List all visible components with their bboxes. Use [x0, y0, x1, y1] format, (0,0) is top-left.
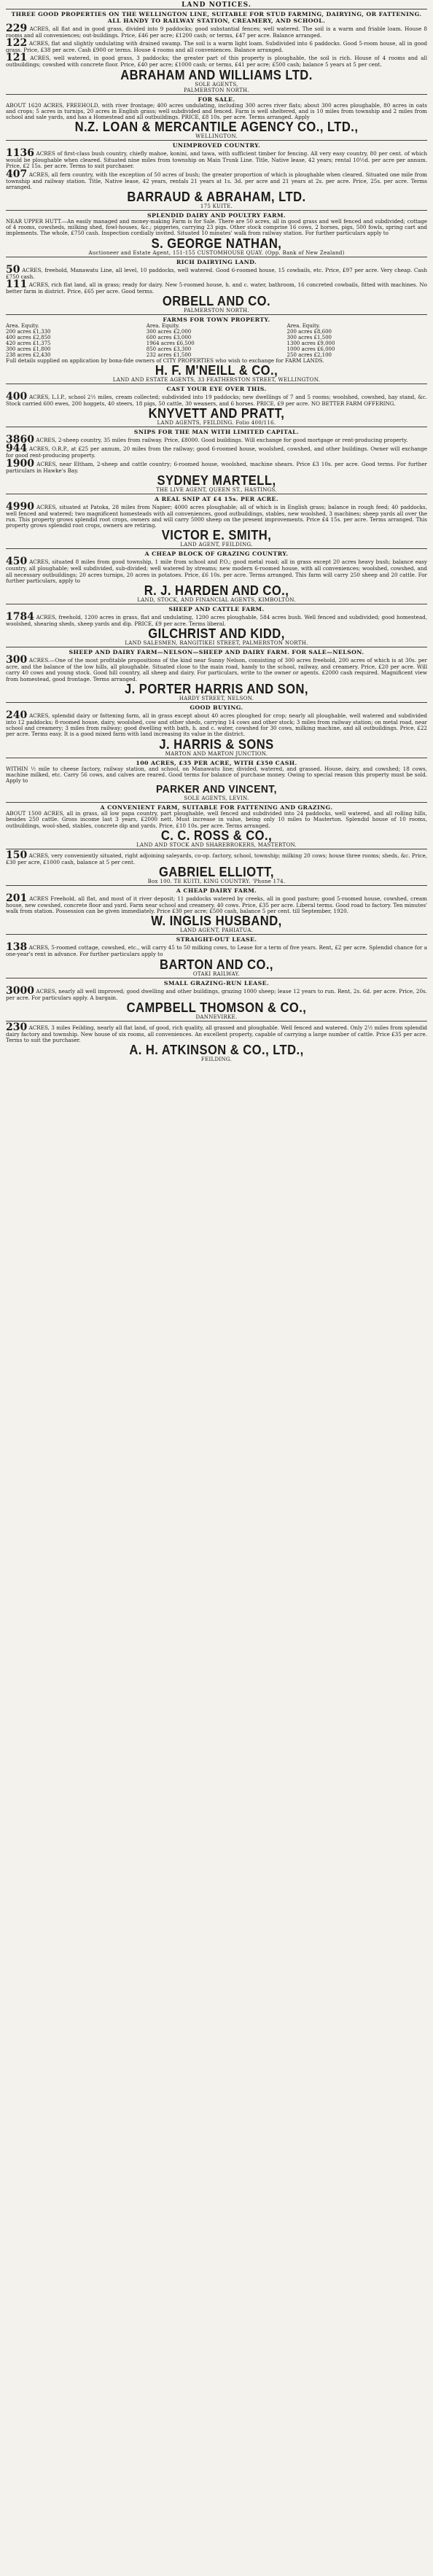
farm-equity-cell: 1000 acres £6,000: [286, 346, 335, 353]
agent-name: C. C. ROSS & CO.,: [160, 828, 273, 843]
acreage-figure: 201: [6, 892, 28, 904]
ad-paragraph: [6, 219, 427, 237]
farm-equity-column: [6, 323, 146, 358]
acreage-figure: 50: [6, 263, 20, 276]
agent-address: DANNEVIRKE.: [195, 1013, 238, 1020]
ad-paragraph: [6, 612, 427, 627]
acreage-figure: 230: [6, 1021, 28, 1033]
ad-heading: FARMS FOR TOWN PROPERTY.: [163, 316, 270, 324]
agent-name: A. H. ATKINSON & CO., LTD.,: [129, 1043, 304, 1058]
ad-paragraph: [6, 502, 427, 529]
agent-address: LAND AND STOCK AND SHAREBROKERS, MASTERTON.: [136, 841, 297, 848]
land-advertisement: [6, 548, 427, 604]
farm-equity-table: [6, 323, 427, 358]
acreage-figure: 1136: [6, 147, 34, 160]
ad-heading: SHEEP AND CATTLE FARM.: [168, 606, 265, 613]
agent-address: LAND SALESMEN, RANGITIKEI STREET, PALMERSTON NORTH.: [125, 640, 308, 647]
farm-equity-cell: 1300 acres £9,000: [286, 341, 335, 347]
agent-name: H. F. M'NEILL & CO.,: [155, 363, 278, 378]
ad-paragraph: [6, 444, 427, 459]
land-advertisement: [6, 702, 427, 758]
ad-heading: RICH DAIRYING LAND.: [176, 258, 257, 265]
ad-paragraph: [6, 435, 427, 444]
ad-heading: THREE GOOD PROPERTIES ON THE WELLINGTON LINE, SUITABLE FOR STUD FARMING, DAIRYING, OR FATTENING. ALL HANDY TO RAILWAY STATION, CREAMERY, AND SCHOOL.: [11, 11, 422, 24]
agent-address: SOLE AGENTS, LEVIN.: [184, 795, 249, 802]
ad-paragraph: [6, 459, 427, 474]
ad-paragraph: [6, 103, 427, 121]
ad-body-text: ACRES, O.R.P., at £25 per annum, 20 miles from the railway; good 6-roomed house, woolshed, cowshed, and other buildings. Owner will exchange for good rent-producing property.: [6, 445, 427, 459]
acreage-figure: 1784: [6, 611, 34, 623]
agent-address: FEILDING.: [200, 1057, 233, 1063]
acreage-figure: 3000: [6, 984, 34, 997]
ad-paragraph: [6, 280, 427, 295]
farm-equity-cell: Area. Equity.: [286, 323, 321, 330]
ad-paragraph: [6, 149, 427, 169]
farm-equity-cell: 420 acres £1,375: [6, 341, 51, 347]
ad-heading: 100 ACRES, £35 PER ACRE, WITH £350 CASH.: [136, 759, 297, 766]
agent-address: 175 KUITE.: [200, 203, 233, 210]
land-advertisement: [6, 494, 427, 549]
ad-heading: UNIMPROVED COUNTRY.: [172, 142, 261, 149]
agent-name: ORBELL AND CO.: [162, 294, 271, 309]
farm-equity-cell: 1964 acres £6,500: [146, 341, 195, 347]
acreage-figure: 1900: [6, 457, 34, 470]
ad-body-text: ACRES, 5-roomed cottage, cowshed, etc., will carry 45 to 50 milking cows, to Lease for a term of five years. Rent, £2 per acre. Splendid chance for a one-year's rent in advance. For further particulars apply to: [6, 944, 427, 958]
ad-paragraph: [6, 557, 427, 584]
ad-body-text: ACRES, 2-sheep country, 35 miles from railway. Price, £8000. Good buildings. Will exchange for good mortgage or rent-producing property.: [36, 437, 408, 444]
farm-equity-cell: 232 acres £1,500: [146, 352, 192, 359]
ad-heading: A REAL SNIP AT £4 15s. PER ACRE.: [155, 495, 278, 502]
acreage-figure: 229: [6, 23, 28, 34]
ad-heading: SHEEP AND DAIRY FARM—NELSON—SHEEP AND DAIRY FARM. FOR SALE—NELSON.: [69, 649, 364, 656]
agent-address: OTAKI RAILWAY.: [192, 970, 241, 977]
acreage-figure: 240: [6, 709, 28, 721]
ad-body-text: ACRES.—One of the most profitable propositions of the kind near Sunny Nelson, consisting of 300 acres freehold, 200 acres of which is at 30s. per acre, and the balance of the low hills, all ploughable. Situated close to the main road, handy to the school, railway, and creamery. Price, £20 per acre. Will carry 40 cows and young stock. Good hill country, all sheep and dairy. For particulars, write to the owner or agents. £2000 cash required. Magnificent view from homestead, good frontage. Terms arranged.: [6, 657, 427, 682]
ad-paragraph: [6, 39, 427, 53]
land-advertisement: [6, 934, 427, 977]
acreage-figure: 400: [6, 391, 28, 403]
ad-body-text: ABOUT 1500 ACRES, all in grass, all low papa country, part ploughable, well fenced and subdivided into 24 paddocks, well watered, and all rolling hills, besides 250 cattle. Gross income last 3 years, £2000 nett. Must increase in value, being only 10 miles to Masterton. Splendid house of 10 rooms, outbuildings, wool-shed, stables, concrete dip and yards. Price, £10 10s. per acre. Terms arranged.: [6, 810, 427, 829]
farm-equity-cell: 850 acres £3,300: [146, 346, 192, 353]
land-advertisement: [6, 210, 427, 257]
ad-paragraph: [6, 24, 427, 39]
ad-paragraph: [6, 265, 427, 280]
ad-body-text: ACRES Freehold, all flat, and most of it river deposit; 11 paddocks watered by creeks, all in good pasture; good 5-roomed house, cowshed, cream house, new cowshed, concrete floor and yard. Farm near school and creamery. 40 cows. Price, £35 per acre. Liberal terms. Good road to factory. Ten minutes' walk from station. Possession can be given immediately. Price £30 per acre; £500 cash, balance 5 per cent. till September, 1920.: [6, 895, 427, 915]
ad-body-text: ACRES, all fern country, with the exception of 50 acres of bush; the greater proportion of which is ploughable when cleared. Situated one mile from township and railway station. Title, Native lease, 42 years, rentals 21 years at 1s. 3d. per acre and 21 years at 2s. per acre. Price, 25s. per acre. Terms arranged.: [6, 171, 427, 190]
ad-body-text: ACRES, situated at Patoka, 28 miles from Napier; 4000 acres ploughable; all of which is in English grass; balance in rough feed; 40 paddocks, well fenced and watered; two magnificent homesteads with all conveniences, good outbuildings, stables, new woolshed, 3 machines; sheep yards all over the run. This property grows splendid root crops, owners and will carry 5000 sheep on the present improvements. Price £4 15s. per acre. Terms arranged. This property grows splendid root crops, owners are retiring.: [6, 503, 427, 529]
land-advertisement: [6, 978, 427, 1021]
agent-name: N.Z. LOAN & MERCANTILE AGENCY CO., LTD.,: [74, 120, 359, 135]
ad-body-text: WITHIN ½ mile to cheese factory, railway station, and school, on Manawatu line; divided, watered, and grassed. House, dairy, and cowshed; 18 cows, machine milked, etc. Carry 56 cows, and calves are reared. Good terms for balance of purchase money. Owing to special reason this property must be sold. Apply to: [6, 765, 427, 784]
ad-heading: FOR SALE.: [198, 96, 235, 103]
acreage-figure: 3860: [6, 434, 34, 446]
ad-paragraph: [6, 984, 427, 1001]
acreage-figure: 138: [6, 941, 28, 954]
agent-address: HARDY STREET, NELSON.: [179, 695, 254, 701]
land-advertisement: [6, 1021, 427, 1063]
ad-paragraph: [6, 851, 427, 865]
ad-body-text: ACRES, 3 miles Feilding, nearly all flat land, of good, rich quality, all grassed and ploughable. Well fenced and watered. Only 2½ miles from splendid dairy factory and township. New house of six rooms, all conveniences. An excellent property, capable of carrying a large number of cattle. Price £35 per acre. Terms to suit the purchaser.: [6, 1024, 427, 1043]
ad-body-text: ACRES, nearly all well improved; good dwelling and other buildings, grazing 1000 sheep; lease 12 years to run. Rent, 2s. 6d. per acre. Price, 20s. per acre. For particulars apply. A bargain.: [6, 987, 427, 1001]
ad-heading: CAST YOUR EYE OVER THIS.: [166, 386, 267, 393]
ad-body-text: ACRES, splendid dairy or fattening farm, all in grass except about 40 acres ploughed for crop; nearly all ploughable, well watered and subdivided into 12 paddocks; 8-roomed house, dairy, woolshed, cow and other sheds, carrying 14 cows and other stock; 3 miles from railway station; on metal road, near school and creamery; 3 miles from railway; good dwelling with bath, h. and c. water, cowshed for 30 cows, milking machine, and all outbuildings. Price, £22 per acre. Terms easy. It is a good mixed farm with land increasing its value in the district.: [6, 712, 427, 738]
land-advertisement: [6, 604, 427, 647]
land-advertisement: [6, 758, 427, 803]
ad-paragraph: [6, 655, 427, 682]
farm-equity-cell: 300 acres £1,800: [6, 346, 51, 353]
ad-body-text: Full details supplied on application by bona-fide owners of CITY PROPERTIES who wish to exchange for FARM LANDS.: [6, 357, 324, 365]
agent-address: PALMERSTON NORTH.: [184, 87, 249, 93]
ad-body-text: ACRES, freehold, 1200 acres in grass, flat and undulating, 1200 acres ploughable, 584 acres bush. Well fenced and subdivided; good homestead, woolshed, shearing sheds, sheep yards and dip. PRICE, £9 per acre. Terms liberal.: [6, 614, 427, 628]
acreage-figure: 121: [6, 52, 28, 64]
land-advertisement: [6, 9, 427, 94]
ad-paragraph: [6, 711, 427, 738]
ad-heading: SPLENDID DAIRY AND POULTRY FARM.: [147, 212, 286, 219]
ad-heading: STRAIGHT-OUT LEASE.: [176, 936, 257, 943]
agent-name: KNYVETT AND PRATT,: [148, 406, 285, 421]
ad-heading: A CHEAP BLOCK OF GRAZING COUNTRY.: [144, 550, 289, 558]
land-advertisement: [6, 647, 427, 702]
agent-name: GABRIEL ELLIOTT,: [159, 864, 274, 879]
farm-equity-column: [147, 323, 286, 358]
farm-equity-column: [287, 323, 427, 358]
ad-body-text: ACRES, very conveniently situated, right adjoining saleyards, co-op. factory, school, township; milking 20 cows; house three rooms; sheds, &c. Price, £30 per acre, £1000 cash, balance at 5 per cent.: [6, 852, 427, 865]
agent-address: MARTON AND MARTON JUNCTION.: [165, 750, 268, 757]
ad-body-text: ACRES, well watered, in good grass, 3 paddocks; the greater part of this property is ploughable, the soil is rich. House of 4 rooms and all outbuildings; cowshed with concrete floor. Price, £40 per acre; £1000 cash; or terms, £41 per acre; £500 cash; balance 5 years at 5 per cent.: [6, 55, 427, 69]
ad-body-text: ACRES, rich flat land, all in grass; ready for dairy. New 5-roomed house, h. and c. water, bathroom, 16 concreted cowbails, fitted with machines. No better farm in district. Price, £65 per acre. Good terms.: [6, 281, 427, 295]
agent-address: WELLINGTON.: [195, 133, 238, 140]
ad-body-text: ACRES, flat and slightly undulating with drained swamp. The soil is a warm light loam. Subdivided into 6 paddocks. Good 5-room house, all in good grass. Price, £38 per acre. Cash £900 or terms. House 4 rooms and all conveniences. Balance arranged.: [6, 40, 428, 54]
land-advertisement: [6, 140, 427, 210]
agent-name: BARRAUD & ABRAHAM, LTD.: [127, 190, 306, 205]
ad-paragraph: [6, 943, 427, 957]
farm-equity-cell: 300 acres £1,500: [286, 335, 332, 341]
ad-paragraph: [6, 392, 427, 407]
farm-equity-cell: 600 acres £3,000: [146, 335, 192, 341]
acreage-figure: 944: [6, 443, 28, 455]
ad-body-text: ABOUT 1620 ACRES, FREEHOLD, with river frontage; 400 acres undulating, including 300 acres river flats; about 300 acres ploughable, 80 acres in oats and crops; 5 acres in turnips, 20 acres in English grass; well subdivided and fenced. Farm is well sheltered, and is 10 miles from township and 2 miles from school and sale yards, and has a Homestead and all outbuildings. PRICE, £8 10s. per acre. Terms arranged. Apply: [6, 101, 427, 121]
agent-address: SOLE AGENTS,: [195, 81, 238, 87]
land-advertisement: [6, 94, 427, 141]
agent-name: J. PORTER HARRIS AND SON,: [125, 681, 308, 696]
ad-paragraph: [6, 53, 427, 68]
agent-address: Auctioneer and Estate Agent, 151-155 CUSTOMHOUSE QUAY. (Opp. Bank of New Zealand): [88, 249, 345, 256]
agent-name: VICTOR E. SMITH,: [161, 528, 272, 543]
farm-equity-cell: 200 acres £8,600: [286, 329, 332, 335]
farm-equity-cell: 238 acres £2,430: [6, 352, 51, 359]
agent-name: J. HARRIS & SONS: [159, 736, 274, 752]
ad-body-text: ACRES, L.I.P., school 2½ miles, cream collected; subdivided into 19 paddocks; new dwellings of 7 and 5 rooms; woolshed, cowshed, hay stand, &c. Stock carried 600 ewes, 200 hoggets, 40 steers, 18 pigs, 50 cattle, 30 weaners, and 6 horses. PRICE, £9 per acre. NO BETTER FARM OFFERING.: [6, 394, 427, 408]
acreage-figure: 150: [6, 849, 28, 861]
land-advertisement: [6, 427, 427, 493]
ad-body-text: NEAR UPPER HUTT.—An easily managed and money-making Farm is for Sale. There are 50 acres, all in good grass and well fenced and subdivided; cottage of 4 rooms, cowsheds, milking shed, fowl-houses, &c.; piggeries, carrying 23 pigs. Other stock comprise 16 cows, 2 horses, pigs, 500 fowls, spring cart and implements. The whole, £750 cash. Inspection cordially invited. Situated 10 minutes' walk from railway station. For further particulars apply to: [6, 218, 427, 237]
ad-heading: SNIPS FOR THE MAN WITH LIMITED CAPITAL.: [133, 429, 300, 436]
farm-equity-cell: Area. Equity.: [6, 323, 39, 330]
agent-name: CAMPBELL THOMSON & CO.,: [126, 1000, 307, 1015]
ads-column: [6, 9, 427, 1063]
acreage-figure: 450: [6, 556, 28, 568]
acreage-figure: 111: [6, 278, 28, 290]
ad-paragraph: [6, 170, 427, 190]
ad-paragraph: [6, 894, 427, 914]
land-advertisement: [6, 314, 427, 384]
agent-address: LAND AND ESTATE AGENTS, 33 FEATHERSTON STREET, WELLINGTON.: [112, 377, 321, 384]
ad-paragraph: [6, 766, 427, 785]
farm-equity-cell: 300 acres £2,000: [146, 329, 192, 335]
land-advertisement: [6, 802, 427, 849]
ad-heading: GOOD BUYING.: [190, 704, 243, 711]
agent-name: R. J. HARDEN AND CO.,: [144, 583, 289, 599]
land-advertisement: [6, 885, 427, 934]
ad-heading: A CHEAP DAIRY FARM.: [176, 887, 257, 894]
agent-name: ABRAHAM AND WILLIAMS LTD.: [120, 67, 313, 82]
agent-name: S. GEORGE NATHAN,: [151, 236, 282, 251]
agent-name: GILCHRIST AND KIDD,: [148, 626, 285, 642]
agent-name: W. INGLIS HUSBAND,: [151, 914, 282, 929]
ad-heading: SMALL GRAZING-RUN LEASE.: [163, 979, 270, 987]
agent-address: Box 100. TE KUITI, KING COUNTRY. 'Phone 174.: [147, 878, 286, 884]
ad-body-text: ACRES, freehold, Manawatu Line, all level, 10 paddocks, well watered. Good 6-roomed house, 15 cowbails, etc. Price, £97 per acre. Very cheap. Cash £750 cash.: [6, 266, 427, 280]
agent-name: SYDNEY MARTELL,: [157, 472, 276, 488]
acreage-figure: 4990: [6, 500, 34, 513]
ad-body-text: ACRES, situated 8 miles from good township, 1 mile from school and P.O.; good metal road; all in grass except 20 acres heavy bush; balance easy country, all ploughable; well subdivided, sub-divided; well watered by streams; new modern 6-roomed house, with all conveniences; woolshed, cowshed, and all necessary outbuildings; 20 acres turnips, 20 acres in potatoes. Price, £6 10s. per acre. Terms arranged. This farm will carry 250 sheep and 20 cattle. For further particulars, apply to: [6, 559, 427, 584]
acreage-figure: 122: [6, 37, 28, 50]
masthead: LAND NOTICES.: [182, 1, 251, 9]
agent-name: BARTON AND CO.,: [160, 957, 273, 972]
agent-address: PALMERSTON NORTH.: [184, 308, 249, 314]
land-advertisement: [6, 384, 427, 427]
agent-address: LAND AGENTS, FEILDING. Folio 400/116.: [157, 420, 276, 427]
land-advertisement: [6, 257, 427, 314]
farm-equity-cell: 400 acres £2,850: [6, 335, 51, 341]
farm-equity-cell: 250 acres £2,100: [286, 352, 332, 359]
ad-heading: A CONVENIENT FARM, SUITABLE FOR FATTENING AND GRAZING.: [100, 804, 333, 812]
agent-address: LAND AGENT, FEILDING.: [180, 542, 253, 548]
ad-body-text: ACRES, all flat and in good grass, divided into 9 paddocks; good substantial fences; well watered. The soil is a warm and friable loam. House 8 rooms and all conveniences; out-buildings. Price, £46 per acre; £1200 cash; or terms, £47 per acre. Balance arranged.: [6, 26, 427, 39]
land-advertisement: [6, 849, 427, 885]
ad-body-text: ACRES, near Eltham, 2-sheep and cattle country; 6-roomed house, woolshed, machine shears. Price £3 10s. per acre. Good terms. For further particulars in Hawke's Bay.: [6, 460, 427, 474]
agent-address: LAND AGENT, PAHIATUA.: [179, 927, 254, 934]
agent-address: LAND, STOCK, AND FINANCIAL AGENTS, KIMBOLTON.: [137, 597, 296, 604]
acreage-figure: 300: [6, 654, 28, 666]
ad-paragraph: [6, 811, 427, 829]
ad-paragraph: [6, 1023, 427, 1043]
farm-equity-cell: 200 acres £1,330: [6, 329, 51, 335]
farm-equity-cell: Area. Equity.: [146, 323, 180, 330]
acreage-figure: 407: [6, 168, 28, 180]
agent-address: THE LIVE AGENT, QUEEN ST., HASTINGS.: [156, 486, 277, 493]
agent-name: PARKER AND VINCENT,: [156, 783, 277, 796]
ad-body-text: ACRES of first-class bush country, chiefly mahoe, konini, and tawa, with sufficient timber for fencing. All very easy country, 80 per cent. of which would be ploughable when cleared. Situated nine miles from township on Main Trunk Line. Title, Native lease, 42 years; rental 10½d. per acre per annum. Price, £2 15s. per acre. Terms to suit purchaser.: [6, 150, 427, 170]
